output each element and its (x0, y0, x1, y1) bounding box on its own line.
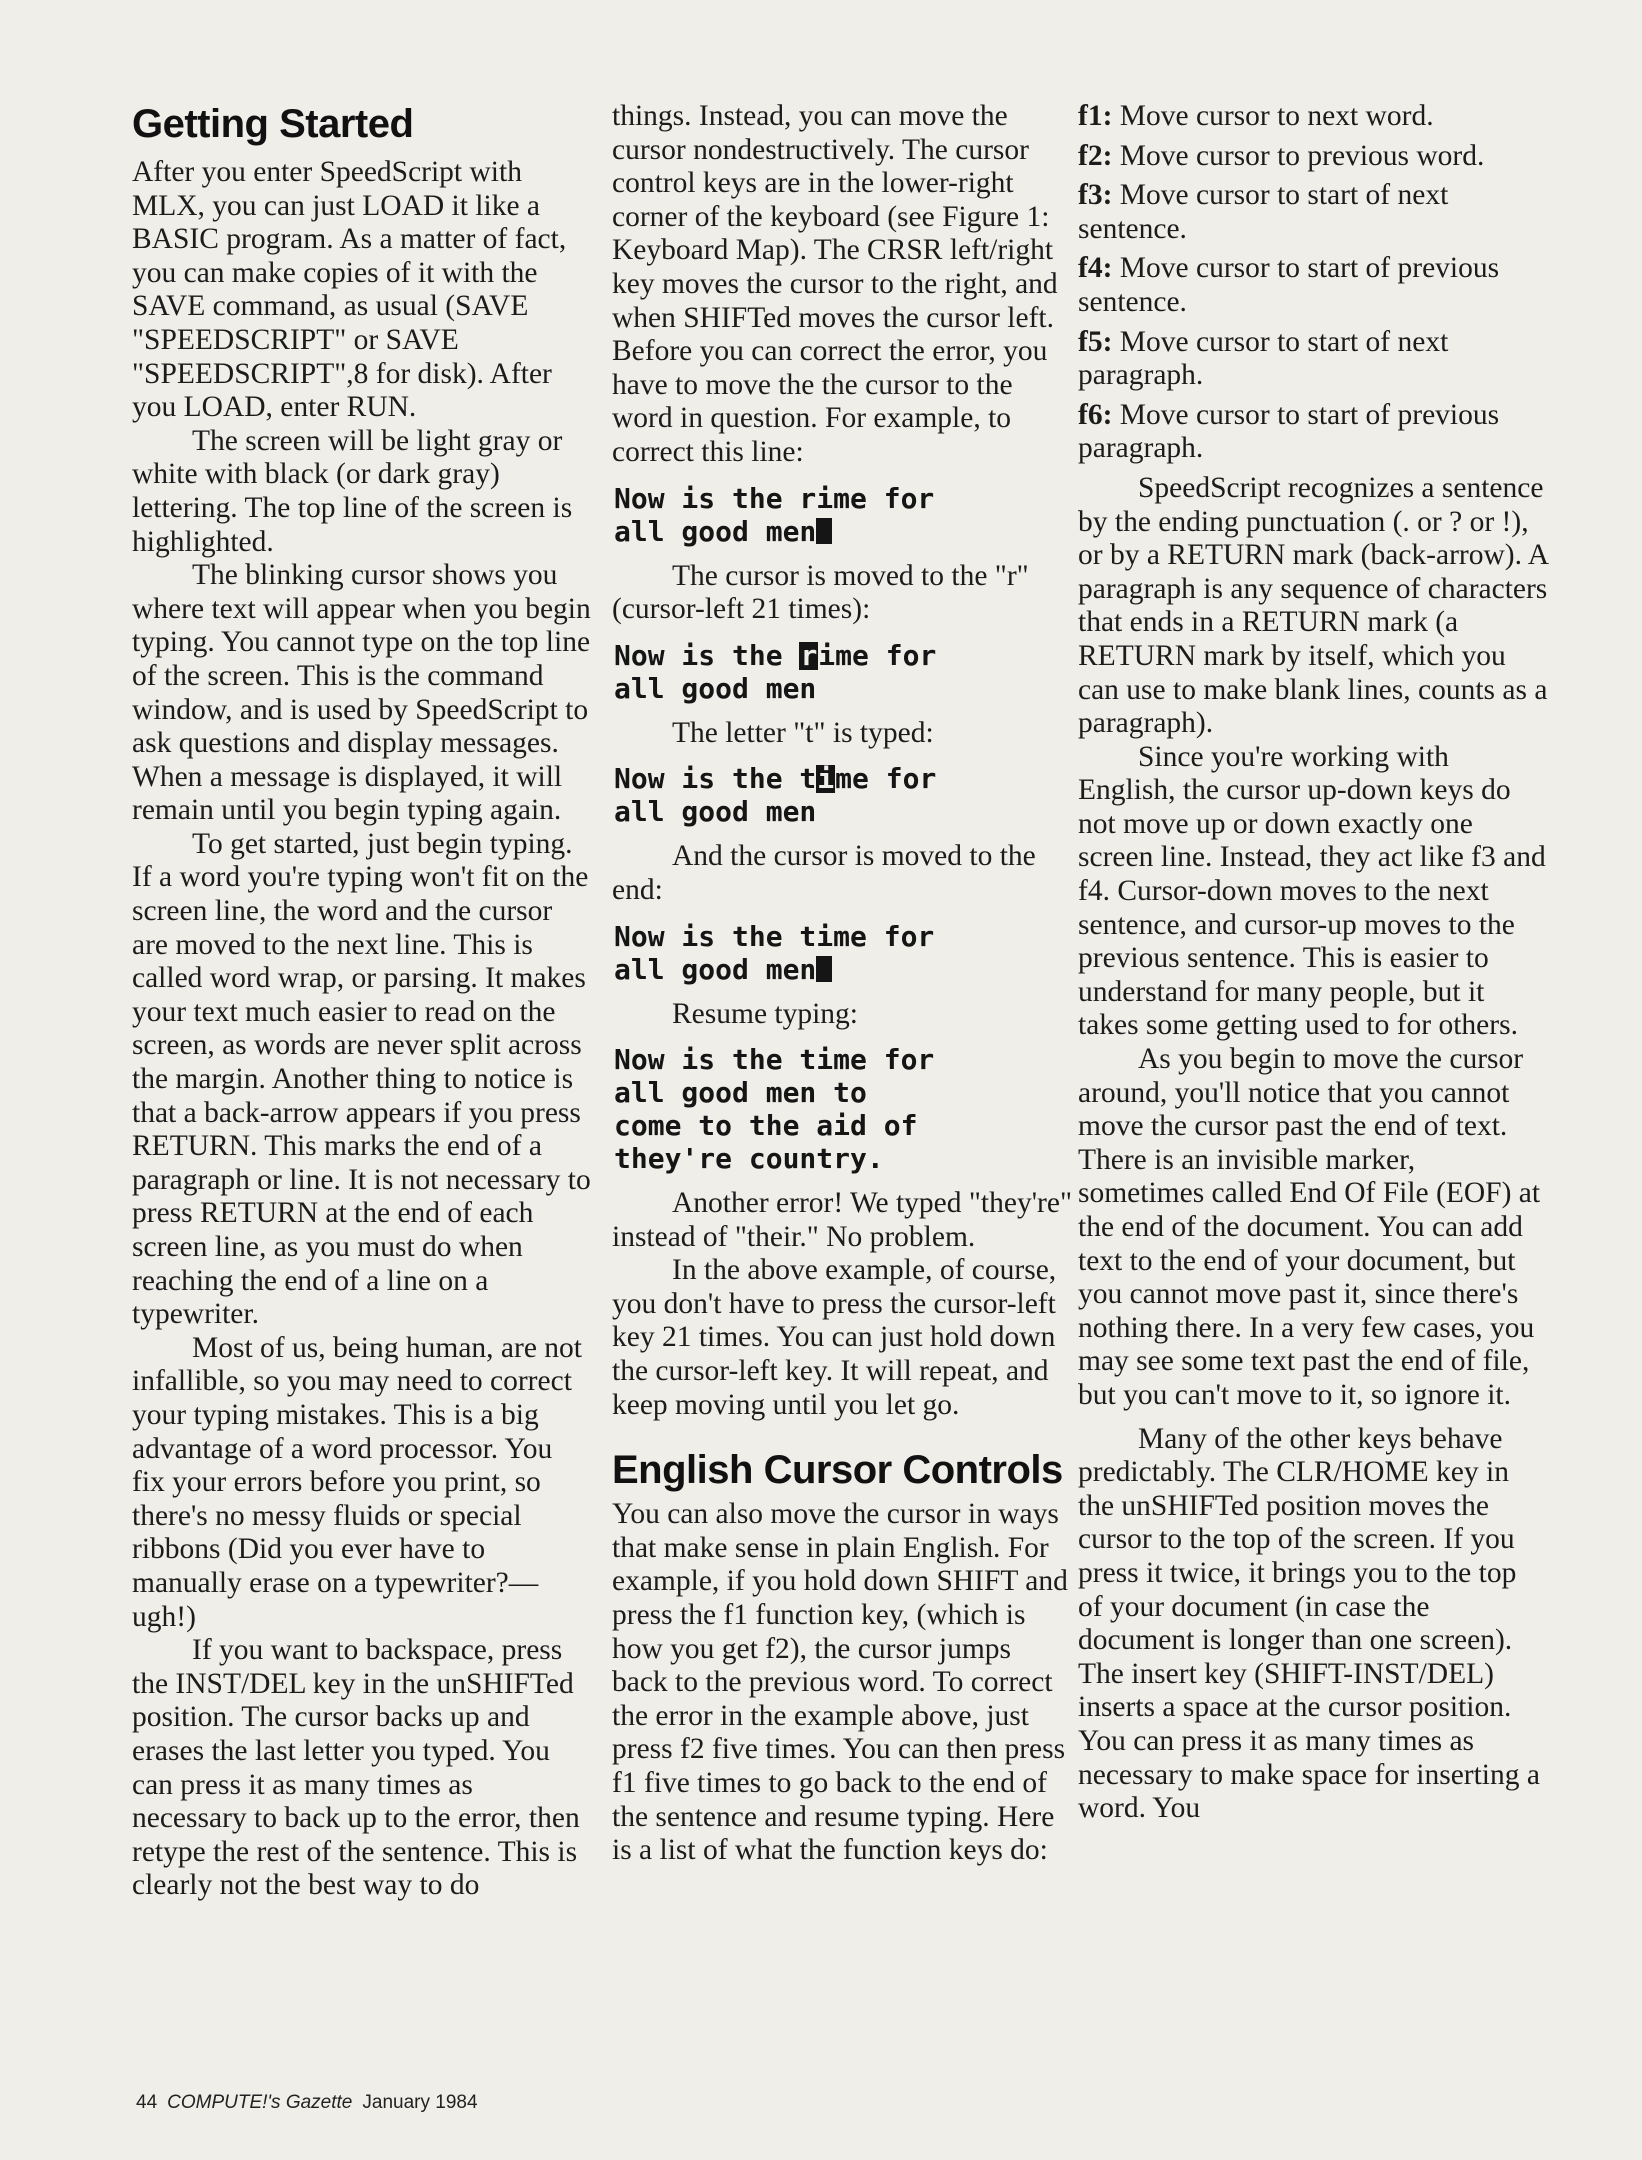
function-key-desc: Move cursor to start of previous paragraph. (1078, 398, 1500, 465)
function-key-item (1078, 140, 1548, 174)
code-example-4 (614, 920, 1072, 986)
code-text: Now is the time for all good men (614, 919, 935, 986)
page-footer (136, 2092, 478, 2114)
code-text: Now is the (614, 638, 800, 672)
function-key-desc: Move cursor to start of next paragraph. (1078, 325, 1449, 392)
function-key-item (1078, 179, 1548, 246)
code-text: Now is the time for all good men to come to the aid of they're country. (614, 1043, 935, 1176)
code-example-2 (614, 639, 1072, 705)
paragraph: After you enter SpeedScript with MLX, you can just LOAD it like a BASIC program. As a matter of fact, you can make copies of it with the SAVE command, as usual (SAVE "SPEEDSCRIPT" or SAVE "SPEEDSCRIPT",8 for disk). After you LOAD, enter RUN. (132, 156, 567, 424)
paragraph: Since you're working with English, the cursor up-down keys do not move up or down exactly one screen line. Instead, they act like f3 and f4. Cursor-down moves to the next sentence, and cursor-up moves to the previous sentence. This is easier to understand for many people, but it takes some getting used to for others. (1078, 740, 1546, 1042)
function-key-label: f5: (1078, 325, 1113, 358)
paragraph: The blinking cursor shows you where text will appear when you begin typing. You cannot type on the top line of the screen. This is the command window, and is used by SpeedScript to ask questions and display messages. When a message is displayed, it will remain until you begin typing again. (132, 559, 591, 827)
function-key-label: f6: (1078, 398, 1113, 431)
paragraph: And the cursor is moved to the end: (612, 840, 1036, 906)
paragraph: If you want to backspace, press the INST/DEL key in the unSHIFTed position. The cursor backs up and erases the last letter you typed. You can press it as many times as necessary to back up to the error, then retype the rest of the sentence. This is clearly not the best way to do (132, 1634, 580, 1902)
code-example-3 (614, 762, 1072, 828)
function-key-desc: Move cursor to start of next sentence. (1078, 179, 1449, 245)
column-1 (132, 100, 592, 1903)
code-text: Now is the rime for all good men (614, 481, 935, 548)
publication-name: COMPUTE!'s Gazette (167, 2092, 353, 2113)
paragraph: In the above example, of course, you don't have to press the cursor-left key 21 times. You can just hold down the cursor-left key. It will repeat, and keep moving until you let go. (612, 1254, 1057, 1421)
function-key-item (1078, 399, 1548, 466)
heading-english-cursor-controls: English Cursor Controls (612, 1448, 1063, 1493)
code-example-5 (614, 1043, 1072, 1175)
function-key-desc: Move cursor to start of previous sentence. (1078, 252, 1500, 318)
heading-getting-started: Getting Started (132, 102, 414, 146)
code-text: me for all good men (614, 762, 937, 829)
column-3 (1078, 100, 1548, 1826)
function-key-desc: Move cursor to next word. (1119, 100, 1434, 132)
function-key-label: f3: (1078, 179, 1113, 212)
function-key-label: f4: (1078, 252, 1113, 285)
paragraph: Another error! We typed "they're" instead of "their." No problem. (612, 1187, 1072, 1253)
cursor-block-icon (816, 956, 832, 982)
paragraph: Most of us, being human, are not infallible, so you may need to correct your typing mistakes. This is a big advantage of a word processor. You fix your errors before you print, so there's no messy fluids or special ribbons (Did you ever have to manually erase on a typewriter?—ugh!) (132, 1331, 582, 1633)
paragraph: The screen will be light gray or white with black (or dark gray) lettering. The top line of the screen is highlighted. (132, 424, 573, 558)
paragraph: As you begin to move the cursor around, you'll notice that you cannot move the cursor past the end of text. There is an invisible marker, sometimes called End Of File (EOF) at the end of the document. You can add text to the end of your document, but you cannot move past it, since there's nothing there. In a very few cases, you may see some text past the end of file, but you can't move to it, so ignore it. (1078, 1043, 1541, 1411)
paragraph: Resume typing: (672, 997, 859, 1030)
function-key-item (1078, 326, 1548, 393)
paragraph: The cursor is moved to the "r" (cursor-left 21 times): (612, 559, 1029, 626)
column-2 (612, 100, 1072, 1868)
cursor-highlight: r (800, 638, 818, 672)
cursor-block-icon (816, 518, 832, 544)
paragraph: Many of the other keys behave predictably. The CLR/HOME key in the unSHIFTed position moves the cursor to the top of the screen. If you press it twice, it brings you to the top of your document (in case the document is longer than one screen). The insert key (SHIFT-INST/DEL) inserts a space at the cursor position. You can press it as many times as necessary to make space for inserting a word. You (1078, 1422, 1540, 1825)
function-key-label: f2: (1078, 139, 1113, 172)
code-example-1 (614, 482, 1072, 548)
paragraph: things. Instead, you can move the cursor nondestructively. The cursor control keys are in the lower-right corner of the keyboard (see Figure 1: Keyboard Map). The CRSR left/right key moves the cursor to the right, and when SHIFTed moves the cursor left. Before you can correct the error, you have to move the the cursor to the word in question. For example, to correct this line: (612, 100, 1058, 468)
cursor-highlight: i (817, 762, 835, 796)
paragraph: The letter "t" is typed: (672, 716, 934, 749)
issue-date: January 1984 (362, 2092, 478, 2113)
page-number: 44 (136, 2092, 158, 2113)
paragraph: SpeedScript recognizes a sentence by the ending punctuation (. or ? or !), or by a RETURN mark (back-arrow). A paragraph is any sequence of characters that ends in a RETURN mark (a RETURN mark by itself, which you can use to make blank lines, counts as a paragraph). (1078, 471, 1548, 740)
function-key-label: f1: (1078, 100, 1113, 132)
paragraph: To get started, just begin typing. If a word you're typing won't fit on the screen line, the word and the cursor are moved to the next line. This is called word wrap, or parsing. It makes your text much easier to read on the screen, as words are never split across the margin. Another thing to notice is that a back-arrow appears if you press RETURN. This marks the end of a paragraph or line. It is not necessary to press RETURN at the end of each screen line, as you must do when reaching the end of a line on a typewriter. (132, 827, 591, 1331)
paragraph: You can also move the cursor in ways that make sense in plain English. For example, if you hold down SHIFT and press the f1 function key, (which is how you get f2), the cursor jumps back to the previous word. To correct the error in the example above, just press f2 five times. You can then press f1 five times to go back to the end of the sentence and resume typing. Here is a list of what the function keys do: (612, 1498, 1068, 1867)
function-key-item (1078, 252, 1548, 319)
function-key-item (1078, 100, 1548, 134)
code-text: ime for all good men (614, 638, 937, 705)
function-key-desc: Move cursor to previous word. (1119, 139, 1485, 172)
code-text: Now is the t (614, 762, 817, 796)
